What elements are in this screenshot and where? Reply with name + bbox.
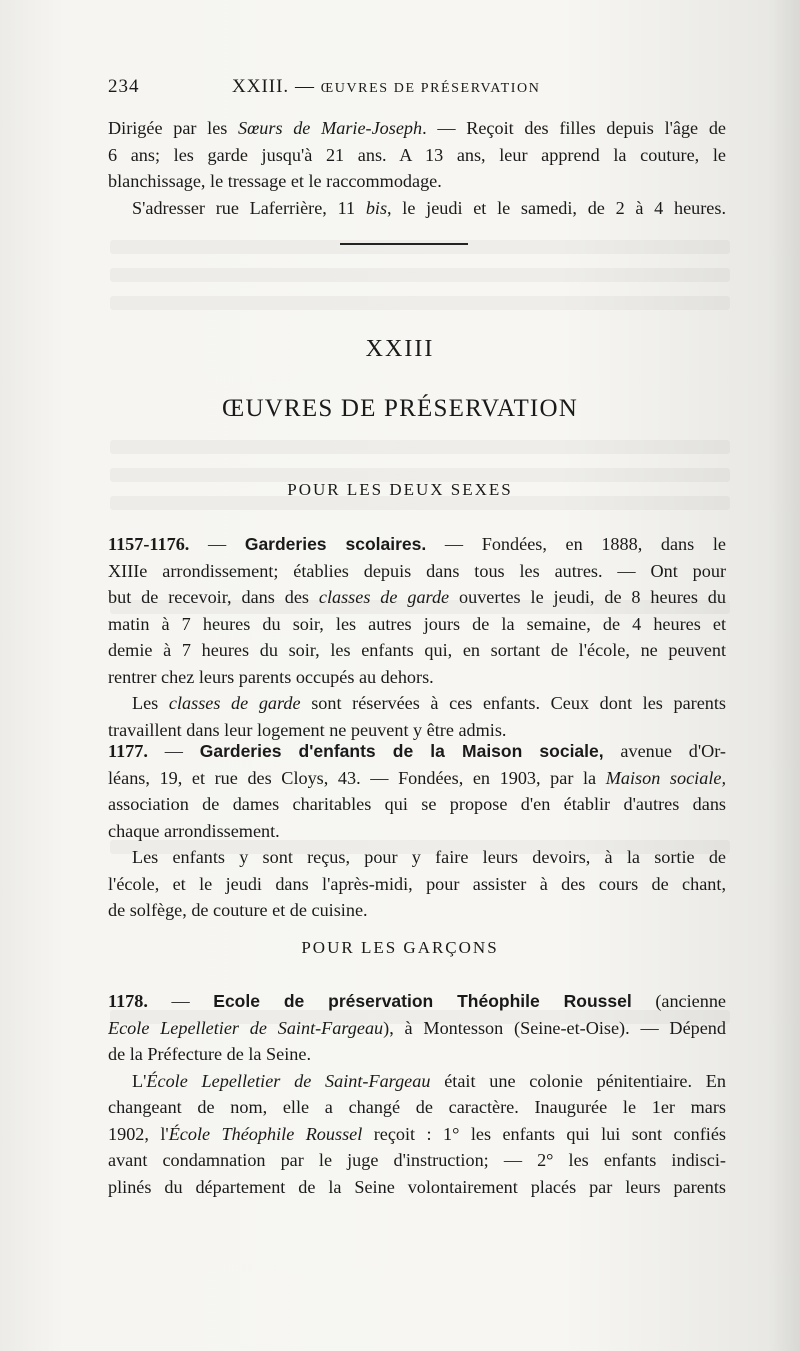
entry-heading: Garderies scolaires.	[244, 534, 427, 554]
entry-1177	[108, 738, 726, 924]
running-head	[108, 76, 728, 102]
text-line: Ecole Lepelletier de Saint-Fargeau), à Montesson (Seine-et-Oise). — Dépend	[108, 1017, 726, 1038]
text-line: association de dames charitables qui se propose d'en établir d'autres dans	[108, 794, 726, 814]
entry-heading: Garderies d'enfants de la Maison sociale,	[199, 741, 604, 761]
text-line: demie à 7 heures du soir, les enfants qui, en sortant de l'école, ne peuvent	[108, 640, 726, 660]
running-title-text: ŒUVRES DE PRÉSERVATION	[320, 81, 541, 96]
text-line: but de recevoir, dans des classes de garde ouvertes le jeudi, de 8 heures du	[108, 587, 726, 607]
text-line: blanchissage, le tressage et le raccommodage.	[108, 171, 442, 191]
entry-1178	[108, 988, 726, 1200]
text-line: léans, 19, et rue des Cloys, 43. — Fondées, en 1903, par la Maison sociale,	[108, 767, 726, 788]
text-line: matin à 7 heures du soir, les autres jours de la semaine, de 4 heures et	[108, 613, 726, 634]
bleed-through	[110, 296, 730, 310]
text-line: S'adresser rue Laferrière, 11 bis, le jeudi et le samedi, de 2 à 4 heures.	[132, 197, 726, 218]
text-line: chaque arrondissement.	[108, 820, 280, 841]
dash: —	[294, 76, 315, 97]
text-line: Dirigée par les Sœurs de Marie-Joseph. — Reçoit des filles depuis l'âge de	[108, 118, 726, 138]
running-title	[232, 76, 540, 98]
chapter-ref: XXIII.	[232, 76, 290, 97]
text-line: l'école, et le jeudi dans l'après-midi, pour assister à des cours de chant,	[108, 873, 726, 894]
text-line: avant condamnation par le juge d'instruction; — 2° les enfants indisci-	[108, 1150, 726, 1170]
text-line: de solfège, de couture et de cuisine.	[108, 900, 368, 920]
text-line: L'École Lepelletier de Saint-Fargeau était une colonie pénitentiaire. En	[132, 1070, 726, 1091]
bleed-through	[110, 268, 730, 282]
intro-paragraph	[108, 115, 726, 221]
entry-number: 1177.	[108, 741, 148, 761]
entry-heading: Ecole de préservation Théophile Roussel	[213, 991, 632, 1011]
entry-number: 1157-1176.	[108, 534, 190, 554]
page-number: 234	[108, 76, 140, 97]
entry-first-line: 1157-1176. — Garderies scolaires. — Fondées, en 1888, dans le	[108, 534, 726, 554]
section-title-boys: POUR LES GARÇONS	[301, 938, 499, 957]
section-title-both-sexes: POUR LES DEUX SEXES	[287, 480, 513, 499]
text-line: Les classes de garde sont réservées à ces enfants. Ceux dont les parents	[132, 693, 726, 713]
text-line: plinés du département de la Seine volontairement placés par leurs parents	[108, 1176, 726, 1197]
italic-name: Sœurs de Marie-Joseph	[238, 118, 423, 138]
text-line: de la Préfecture de la Seine.	[108, 1044, 311, 1064]
text-line: travaillent dans leur logement ne peuvent y être admis.	[108, 719, 507, 740]
section-rule	[340, 243, 468, 245]
entry-number: 1178.	[108, 991, 148, 1011]
bleed-through	[110, 440, 730, 454]
text-line: Les enfants y sont reçus, pour y faire leurs devoirs, à la sortie de	[132, 847, 726, 867]
text-line: 6 ans; les garde jusqu'à 21 ans. A 13 ans, leur apprend la couture, le	[108, 144, 726, 165]
chapter-title: ŒUVRES DE PRÉSERVATION	[222, 395, 578, 422]
text-line: changeant de nom, elle a changé de caractère. Inaugurée le 1er mars	[108, 1097, 726, 1117]
entry-first-line: 1178. — Ecole de préservation Théophile Roussel (ancienne	[108, 991, 726, 1011]
text-line: rentrer chez leurs parents occupés au dehors.	[108, 666, 434, 687]
text-line: XIIIe arrondissement; établies depuis dans tous les autres. — Ont pour	[108, 560, 726, 581]
entry-first-line: 1177. — Garderies d'enfants de la Maison sociale, avenue d'Or-	[108, 741, 726, 761]
text-line: 1902, l'École Théophile Roussel reçoit : 1° les enfants qui lui sont confiés	[108, 1123, 726, 1144]
entry-1157-1176	[108, 531, 726, 743]
chapter-number: XXIII	[365, 336, 435, 362]
